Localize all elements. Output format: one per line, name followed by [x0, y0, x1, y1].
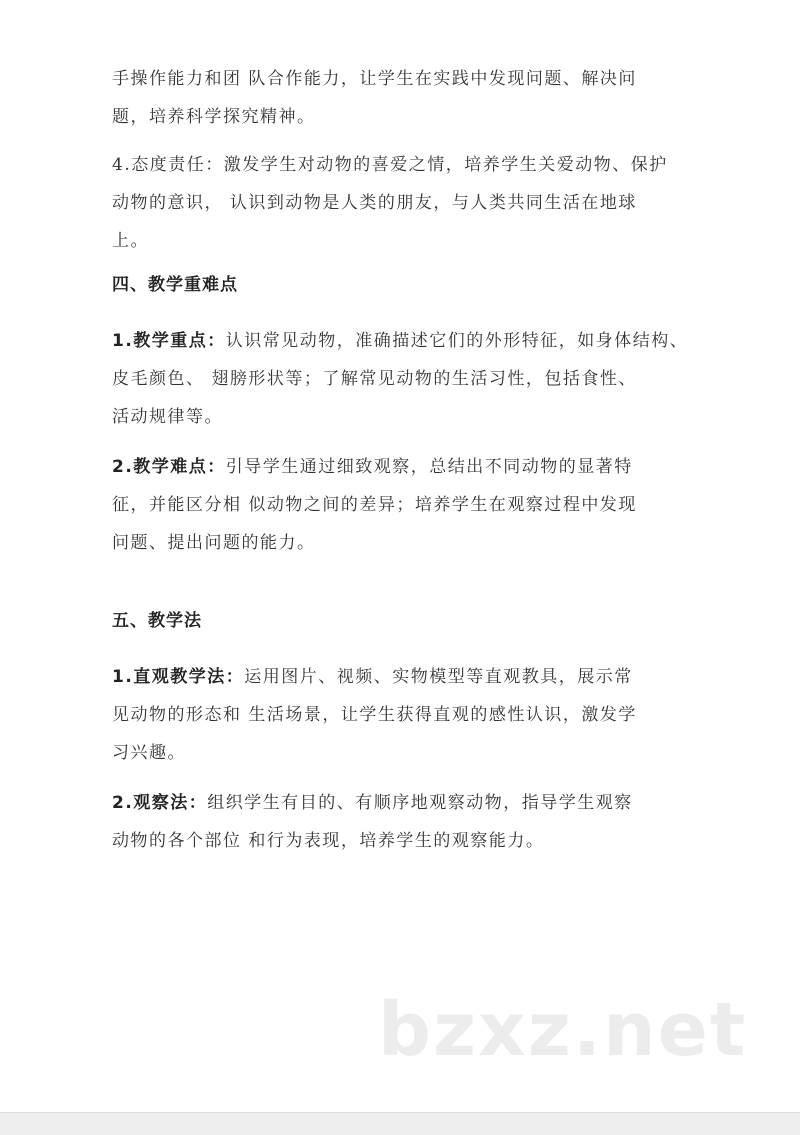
direct-method-paragraph: [112, 658, 692, 772]
text-line: 征，并能区分相 似动物之间的差异；培养学生在观察过程中发现: [112, 495, 637, 515]
paragraph-text: 引导学生通过细致观察，总结出不同动物的显著特: [225, 457, 633, 477]
text-line: 上。: [112, 231, 149, 251]
text-line: 手操作能力和团 队合作能力，让学生在实践中发现问题、解决问: [112, 69, 637, 89]
paragraph-lead: 1.教学重点：: [112, 331, 226, 351]
paragraph-text: 运用图片、视频、实物模型等直观教具，展示常: [244, 667, 633, 687]
text-line: 4.态度责任：激发学生对动物的喜爱之情，培养学生关爱动物、保护: [112, 155, 668, 175]
text-line: 问题、提出问题的能力。: [112, 533, 316, 553]
key-points-paragraph: [112, 322, 692, 436]
site-watermark: bzxz.net: [378, 987, 748, 1073]
intro-paragraph: [112, 60, 692, 136]
text-line: 题，培养科学探究精神。: [112, 107, 316, 127]
text-line: 活动规律等。: [112, 407, 223, 427]
paragraph-lead: 1.直观教学法：: [112, 667, 245, 687]
paragraph-lead: 2.教学难点：: [112, 457, 226, 477]
text-line: 动物的意识， 认识到动物是人类的朋友，与人类共同生活在地球: [112, 193, 637, 213]
text-line: [112, 784, 692, 822]
page-bottom-edge: [0, 1112, 800, 1135]
text-line: 皮毛颜色、 翅膀形状等；了解常见动物的生活习性，包括食性、: [112, 369, 637, 389]
difficulty-paragraph: [112, 448, 692, 562]
text-line: 习兴趣。: [112, 743, 186, 763]
text-line: 见动物的形态和 生活场景，让学生获得直观的感性认识，激发学: [112, 705, 637, 725]
text-line: [112, 448, 692, 486]
text-line: [112, 658, 692, 696]
section-heading-methods: 五、教学法: [112, 611, 202, 631]
paragraph-text: 组织学生有目的、有顺序地观察动物，指导学生观察: [207, 793, 633, 813]
paragraph-lead: 2.观察法：: [112, 793, 208, 813]
observation-method-paragraph: [112, 784, 692, 860]
paragraph-text: 认识常见动物，准确描述它们的外形特征，如身体结构、: [225, 331, 689, 351]
section-heading-key-points: 四、教学重难点: [112, 275, 238, 295]
attitude-paragraph: [112, 146, 692, 260]
text-line: 动物的各个部位 和行为表现，培养学生的观察能力。: [112, 831, 545, 851]
text-line: [112, 322, 692, 360]
